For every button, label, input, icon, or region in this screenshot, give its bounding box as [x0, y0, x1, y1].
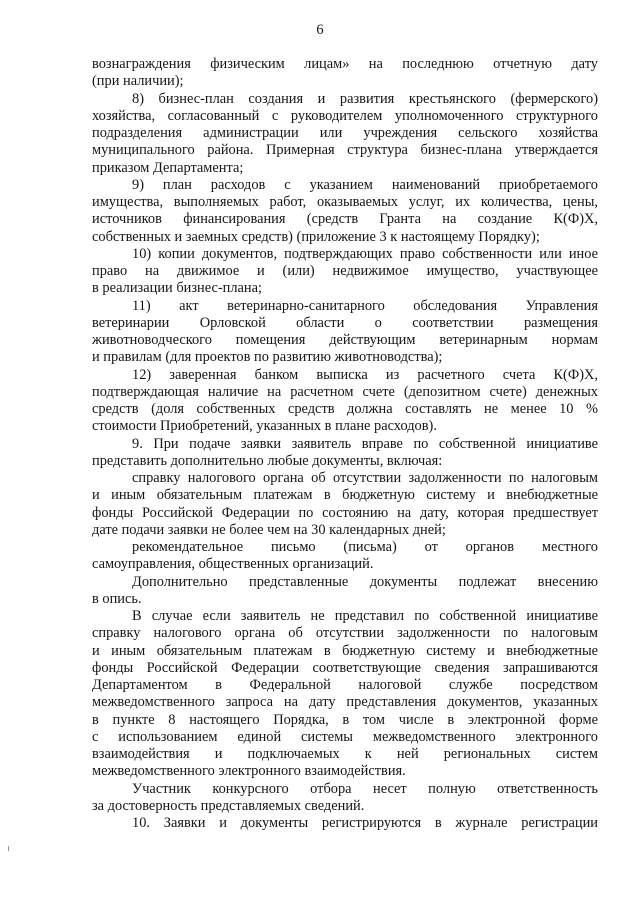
text-line: право на движимое и (или) недвижимое имущество, участвующее [92, 263, 598, 279]
text-line: в пункте 8 настоящего Порядка, в том числе в электронной форме [92, 711, 598, 728]
text-line: 10) копии документов, подтверждающих право собственности или иное [132, 245, 598, 262]
text-line: взаимодействия и подключаемых к ней региональных систем [92, 746, 598, 762]
text-line: в реализации бизнес-плана; [92, 280, 263, 297]
text-line: Участник конкурсного отбора несет полную ответственность [132, 780, 598, 797]
text-line: Департаментом в Федеральной налоговой службе посредством [92, 677, 598, 693]
text-line: 10. Заявки и документы регистрируются в журнале регистрации [132, 815, 598, 831]
text-line: фонды Российской Федерации по состоянию на дату, которая предшествует [92, 504, 598, 521]
text-line: справку налогового органа об отсутствии задолженности по налоговым [92, 625, 598, 642]
text-line: собственных и заемных средств) (приложение 3 к настоящему Порядку); [92, 228, 540, 245]
text-line: 9. При подаче заявки заявитель вправе по собственной инициативе [132, 435, 598, 452]
text-line: В случае если заявитель не представил по собственной инициативе [132, 608, 598, 624]
text-line: хозяйства, согласованный с руководителем уполномоченного структурного [92, 107, 598, 124]
scan-margin-mark [8, 846, 9, 851]
text-line: источников финансирования (средств Гранта на создание К(Ф)Х, [92, 211, 598, 228]
text-line: стоимости Приобретений, указанных в плане расходов). [92, 418, 437, 435]
text-line: в опись. [92, 590, 142, 607]
text-line: межведомственного запроса на дату представления документов, указанных [92, 694, 598, 711]
document-body [92, 56, 598, 832]
text-line: дате подачи заявки не более чем на 30 календарных дней; [92, 521, 446, 538]
text-line: и иным обязательным платежам в бюджетную систему и внебюджетные [92, 487, 598, 504]
text-line: (при наличии); [92, 73, 184, 90]
text-line: ветеринарии Орловской области о соответствии размещения [92, 314, 598, 331]
text-line: имущества, выполняемых работ, оказываемых услуг, их количества, цены, [92, 194, 598, 210]
page-number: 6 [316, 22, 324, 38]
text-line: самоуправления, общественных организаций. [92, 556, 374, 573]
text-line: подразделения администрации или учреждения сельского хозяйства [92, 125, 598, 141]
text-line: и иным обязательным платежам в бюджетную систему и внебюджетные [92, 642, 598, 659]
text-line: 12) заверенная банком выписка из расчетного счета К(Ф)Х, [132, 366, 598, 383]
text-line: рекомендательное письмо (письма) от органов местного [132, 539, 598, 555]
text-line: и правилам (для проектов по развитию животноводства); [92, 349, 443, 366]
text-line: за достоверность представляемых сведений. [92, 797, 365, 814]
text-line: подтверждающая наличие на расчетном счете (депозитном счете) денежных [92, 383, 598, 400]
text-line: справку налогового органа об отсутствии задолженности по налоговым [132, 470, 598, 486]
text-line: межведомственного электронного взаимодействия. [92, 763, 406, 780]
text-line: Дополнительно представленные документы подлежат внесению [132, 573, 598, 590]
text-line: вознаграждения физическим лицам» на последнюю отчетную дату [92, 56, 598, 72]
text-line: с использованием единой системы межведомственного электронного [92, 728, 598, 745]
text-line: 8) бизнес-план создания и развития крестьянского (фермерского) [132, 90, 598, 107]
text-line: муниципального района. Примерная структура бизнес-плана утверждается [92, 142, 598, 159]
text-line: 11) акт ветеринарно-санитарного обследования Управления [132, 297, 598, 314]
text-line: фонды Российской Федерации соответствующие сведения запрашиваются [92, 659, 598, 676]
text-line: 9) план расходов с указанием наименований приобретаемого [132, 176, 598, 193]
text-line: животноводческого помещения действующим ветеринарным нормам [92, 332, 598, 348]
text-line: приказом Департамента; [92, 159, 244, 176]
text-line: представить дополнительно любые документы, включая: [92, 452, 443, 469]
text-line: средств (доля собственных средств должна составлять не менее 10 % [92, 401, 598, 417]
